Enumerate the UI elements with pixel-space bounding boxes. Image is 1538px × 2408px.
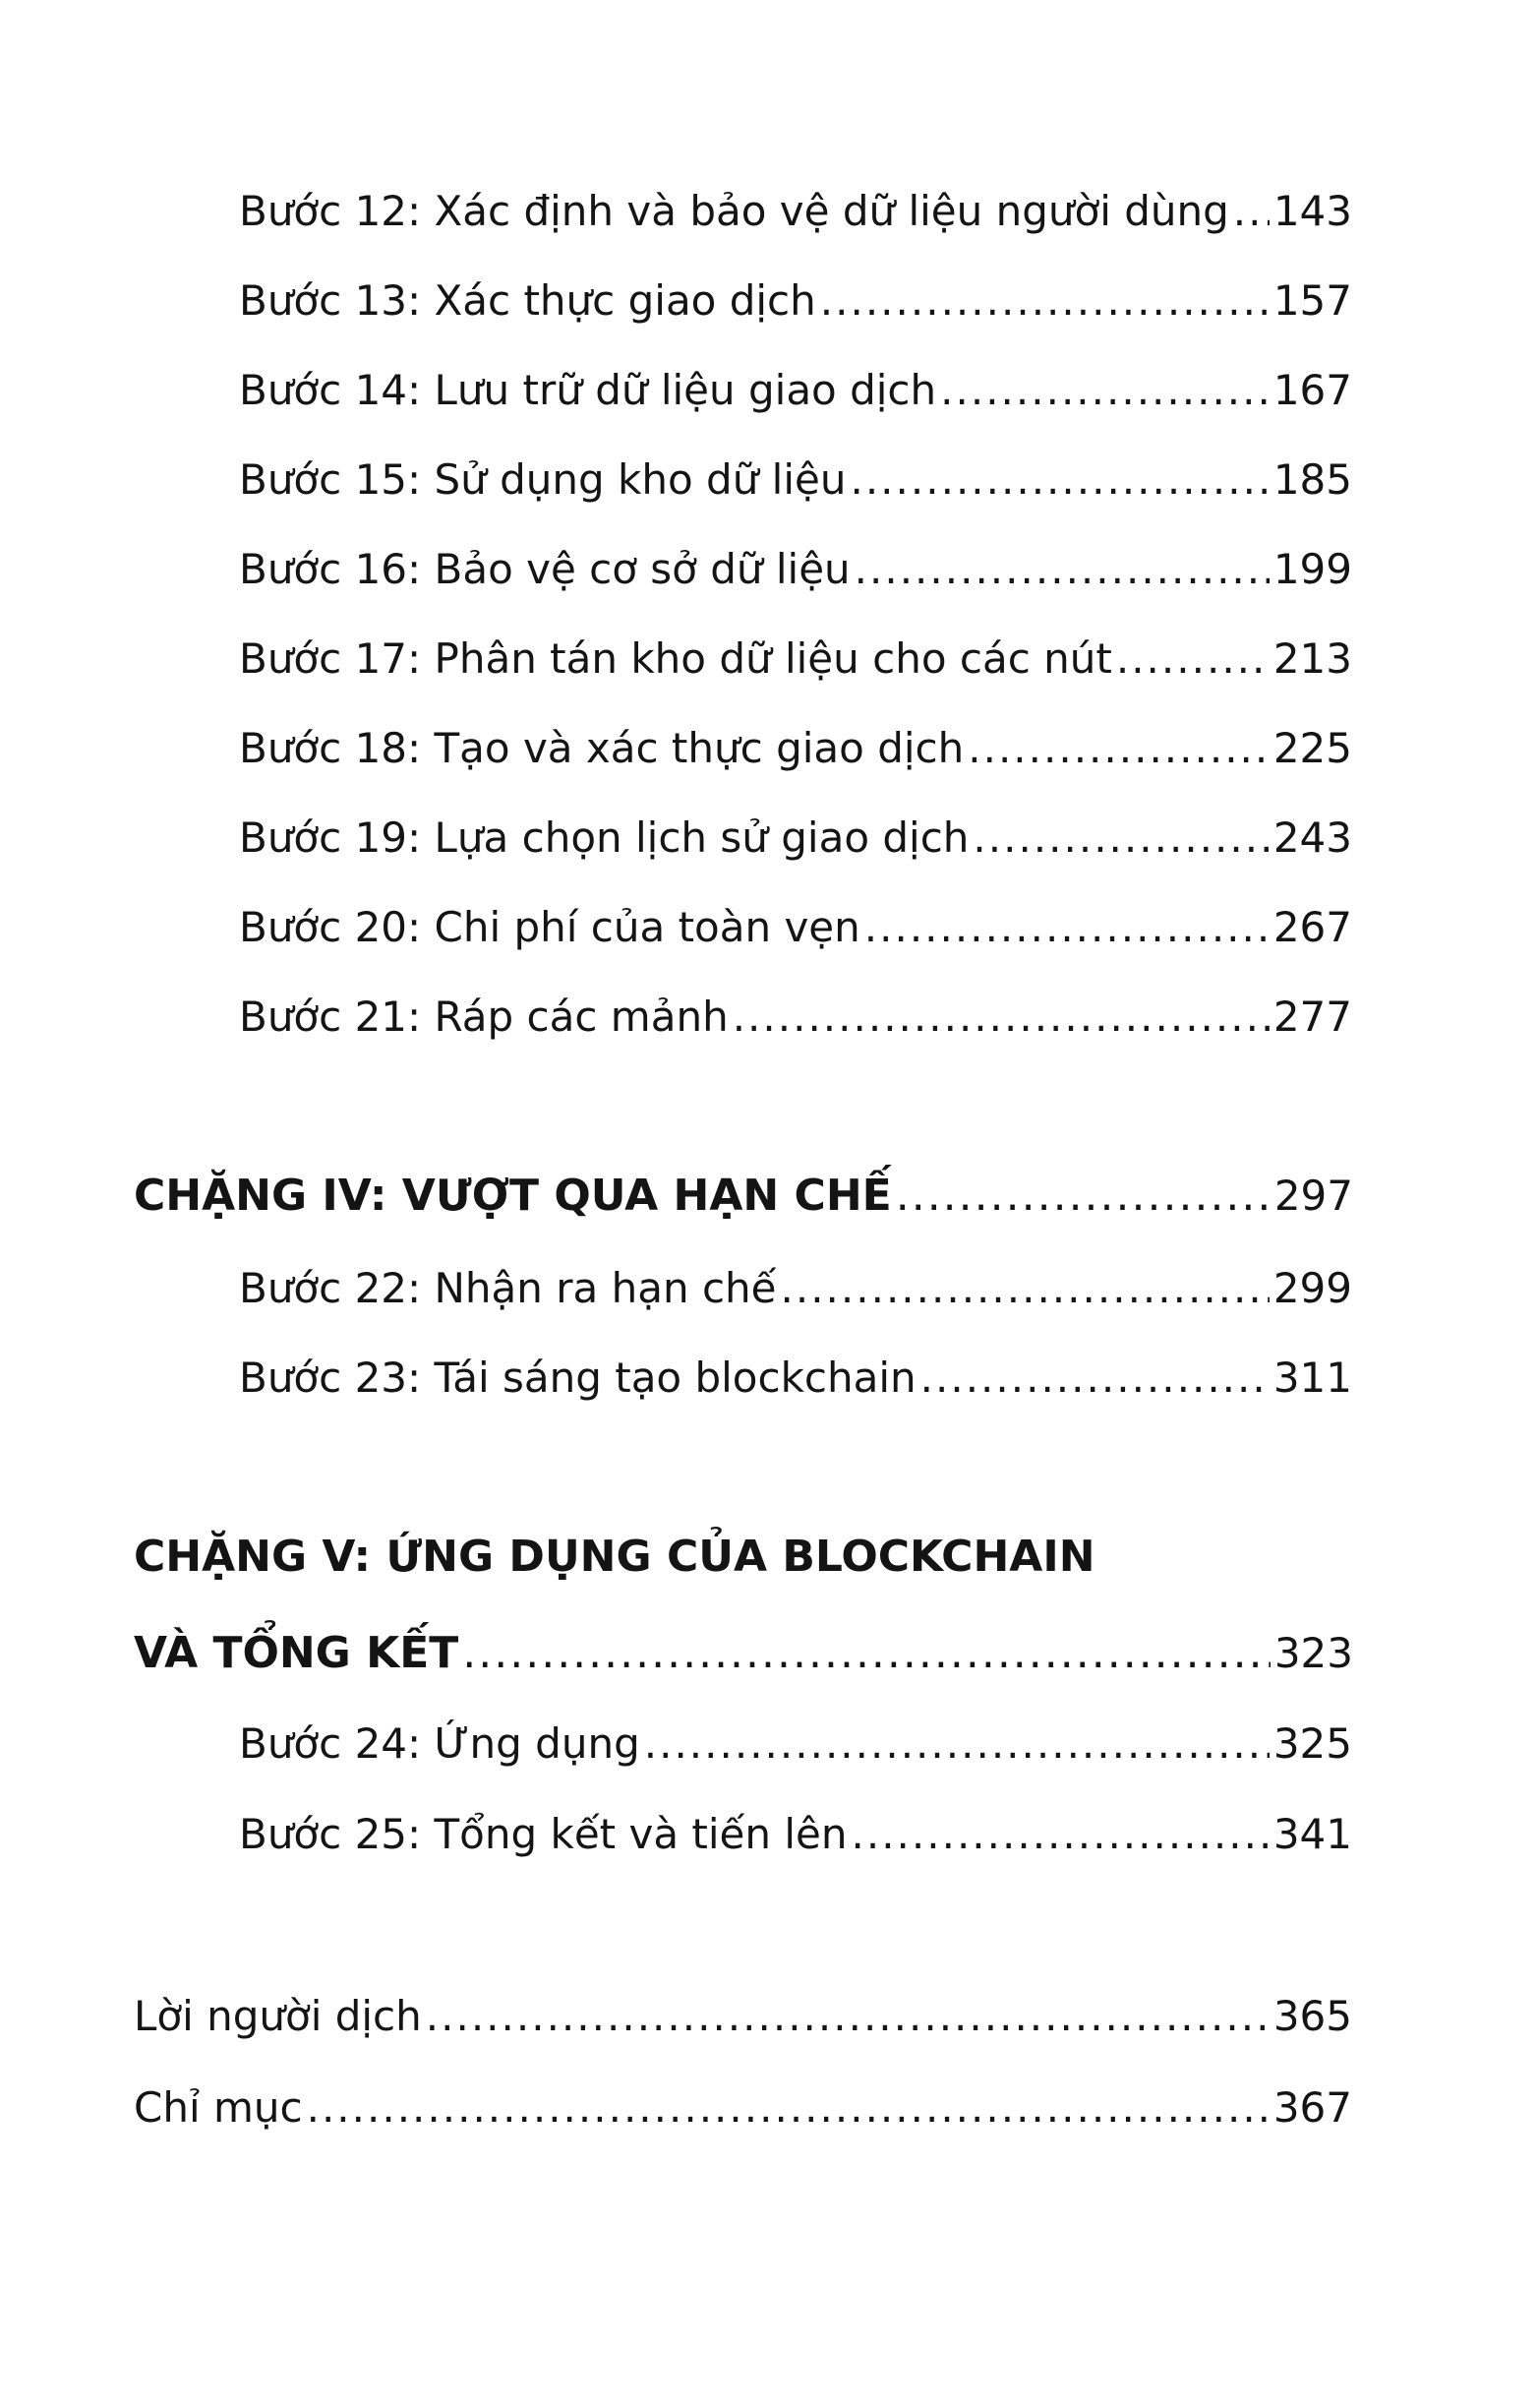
toc-entry-step-13: [239, 276, 1352, 325]
toc-entry-title: Bước 18: Tạo và xác thực giao dịch: [239, 724, 965, 772]
toc-entry-page: 297: [1273, 1172, 1353, 1220]
toc-leader-dots: [426, 1992, 1270, 2040]
part-heading-line-2: VÀ TỔNG KẾT: [134, 1628, 459, 1678]
toc-entry-page: 365: [1272, 1992, 1352, 2040]
toc-entry-title: Bước 19: Lựa chọn lịch sử giao dịch: [239, 813, 970, 862]
toc-part-v: [134, 1628, 1353, 1678]
toc-entry-step-21: [239, 993, 1352, 1041]
toc-entry-page: 367: [1272, 2083, 1352, 2132]
toc-entry-index: [134, 2083, 1352, 2132]
toc-entry-title: Bước 17: Phân tán kho dữ liệu cho các nút: [239, 634, 1112, 683]
toc-entry-title: Bước 16: Bảo vệ cơ sở dữ liệu: [239, 545, 851, 593]
toc-leader-dots: [733, 993, 1270, 1041]
toc-entry-page: 311: [1272, 1354, 1352, 1402]
toc-leader-dots: [920, 1354, 1270, 1402]
toc-leader-dots: [1116, 634, 1270, 683]
toc-entry-page: 143: [1272, 187, 1352, 235]
toc-entry-page: 199: [1272, 545, 1352, 593]
toc-entry-title: Bước 13: Xác thực giao dịch: [239, 276, 816, 325]
toc-entry-page: 299: [1272, 1264, 1352, 1312]
part-heading: CHẶNG IV: VƯỢT QUA HẠN CHẾ: [134, 1171, 892, 1221]
toc-leader-dots: [864, 903, 1270, 951]
toc-entry-step-20: [239, 903, 1352, 951]
toc-entry-step-17: [239, 634, 1352, 683]
toc-entry-title: Bước 20: Chi phí của toàn vẹn: [239, 903, 860, 951]
toc-entry-step-14: [239, 366, 1352, 414]
toc-entry-page: 225: [1272, 724, 1352, 772]
toc-entry-step-18: [239, 724, 1352, 772]
toc-entry-page: 267: [1272, 903, 1352, 951]
toc-leader-dots: [462, 1628, 1271, 1678]
toc-entry-page: 325: [1272, 1719, 1352, 1768]
toc-entry-title: Bước 12: Xác định và bảo vệ dữ liệu người dùng: [239, 187, 1229, 235]
toc-entry-title: Bước 15: Sử dụng kho dữ liệu: [239, 455, 847, 504]
toc-leader-dots: [940, 366, 1270, 414]
toc-entry-page: 243: [1272, 813, 1352, 862]
part-heading-line-1: CHẶNG V: ỨNG DỤNG CỦA BLOCKCHAIN: [134, 1532, 1095, 1582]
toc-entry-step-16: [239, 545, 1352, 593]
toc-entry-translator-note: [134, 1992, 1352, 2040]
toc-entry-step-12: [239, 187, 1352, 235]
toc-entry-page: 213: [1272, 634, 1352, 683]
toc-entry-step-15: [239, 455, 1352, 504]
toc-entry-title: Chỉ mục: [134, 2083, 303, 2132]
toc-entry-step-24: [239, 1719, 1352, 1768]
toc-leader-dots: [307, 2083, 1270, 2132]
toc-entry-step-25: [239, 1810, 1352, 1858]
toc-entry-step-22: [239, 1264, 1352, 1312]
toc-leader-dots: [781, 1264, 1270, 1312]
toc-entry-step-19: [239, 813, 1352, 862]
toc-leader-dots: [896, 1171, 1271, 1221]
toc-entry-page: 323: [1273, 1629, 1353, 1677]
toc-leader-dots: [973, 813, 1269, 862]
toc-entry-step-23: [239, 1354, 1352, 1402]
toc-entry-page: 277: [1272, 993, 1352, 1041]
toc-entry-title: Bước 24: Ứng dụng: [239, 1719, 640, 1768]
toc-entry-title: Bước 25: Tổng kết và tiến lên: [239, 1810, 848, 1858]
toc-leader-dots: [855, 545, 1270, 593]
toc-entry-title: Lời người dịch: [134, 1992, 422, 2040]
toc-entry-title: Bước 21: Ráp các mảnh: [239, 993, 729, 1041]
toc-leader-dots: [852, 1810, 1270, 1858]
toc-leader-dots: [850, 455, 1269, 504]
toc-entry-title: Bước 14: Lưu trữ dữ liệu giao dịch: [239, 366, 937, 414]
toc-entry-page: 167: [1272, 366, 1352, 414]
toc-entry-page: 185: [1272, 455, 1352, 504]
toc-leader-dots: [1233, 187, 1270, 235]
toc-entry-title: Bước 22: Nhận ra hạn chế: [239, 1264, 777, 1312]
toc-leader-dots: [968, 724, 1270, 772]
toc-entry-title: Bước 23: Tái sáng tạo blockchain: [239, 1354, 917, 1402]
toc-entry-page: 341: [1272, 1810, 1352, 1858]
toc-part-iv: [134, 1171, 1353, 1221]
toc-leader-dots: [644, 1719, 1270, 1768]
toc-entry-page: 157: [1272, 276, 1352, 325]
toc-leader-dots: [820, 276, 1270, 325]
